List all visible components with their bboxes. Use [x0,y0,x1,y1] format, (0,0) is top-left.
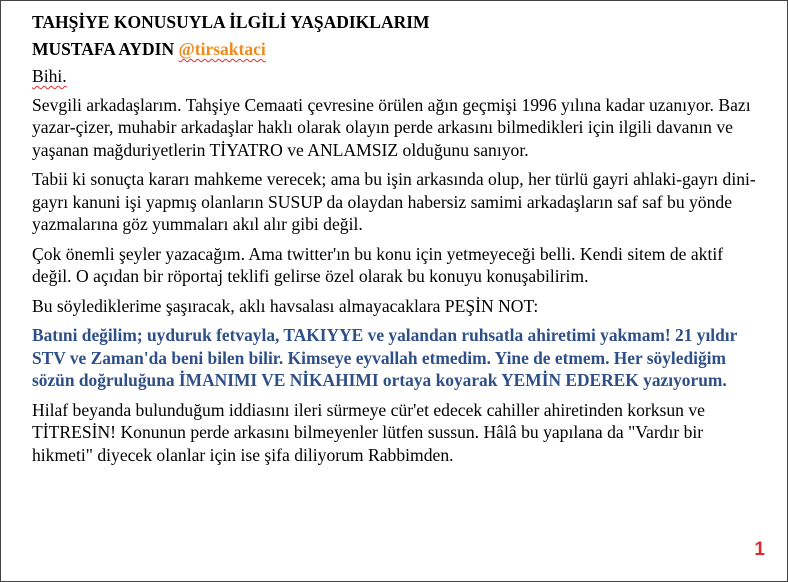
document-body [32,10,767,473]
closing-paragraph: Hilaf beyanda bulunduğum iddiasını ileri sürmeye cür'et edecek cahiller ahiretinden korksun ve TİTRESİN! Konunun perde arkasını bilmeyenler lütfen sussun. Hâlâ bu yapılana da "Vardır bir hikmeti" diyecek olanlar için ise şifa diliyorum Rabbimden. [32,399,705,465]
paragraph-4: Bu söylediklerime şaşıracak, aklı havsalası almayacaklara PEŞİN NOT: [32,295,539,316]
paragraph-1: Sevgili arkadaşlarım. Tahşiye Cemaati çevresine örülen ağın geçmişi 1996 yılına kadar uzanıyor. Bazı yazar-çizer, muhabir arkadaşlar haklı olarak olayın perde arkasını bilmedikleri için ilgili davanın ve yaşanan mağduriyetlerin TİYATRO ve ANLAMSIZ olduğunu sanıyor. [32,94,751,160]
paragraph-3: Çok önemli şeyler yazacağım. Ama twitter'ın bu konu için yetmeyeceği belli. Kendi sitem de aktif değil. O açıdan bir röportaj teklifi gelirse özel olarak bu konuyu konuşabilirim. [32,243,724,286]
twitter-handle[interactable]: @tirsaktaci [178,39,266,59]
document-title: TAHŞİYE KONUSUYLA İLGİLİ YAŞADIKLARIM [32,12,430,32]
paragraph-2: Tabii ki sonuçta kararı mahkeme verecek; ama bu işin arkasında olup, her türlü gayri ahlaki-gayrı dini-gayrı kanuni işi yapmış olanların SUSUP da olaydan habersiz samimi arkadaşların saf saf bu yönde yazmalarına göz yummaları akıl alır gibi değil. [32,169,756,234]
greeting: Bihi. [32,66,67,86]
author-line [32,37,767,62]
page-number: 1 [754,539,765,560]
author-name: MUSTAFA AYDIN [32,39,175,59]
highlighted-statement: Batıni değilim; uyduruk fetvayla, TAKIYYE ve yalandan ruhsatla ahiretimi yakmam! 21 yıldır STV ve Zaman'da beni bilen bilir. Kimseye eyvallah etmedim. Yine de etmem. Her söylediğim sözün doğruluğuna İMANIMI VE NİKAHIMI ortaya koyarak YEMİN EDEREK yazıyorum. [32,325,738,390]
